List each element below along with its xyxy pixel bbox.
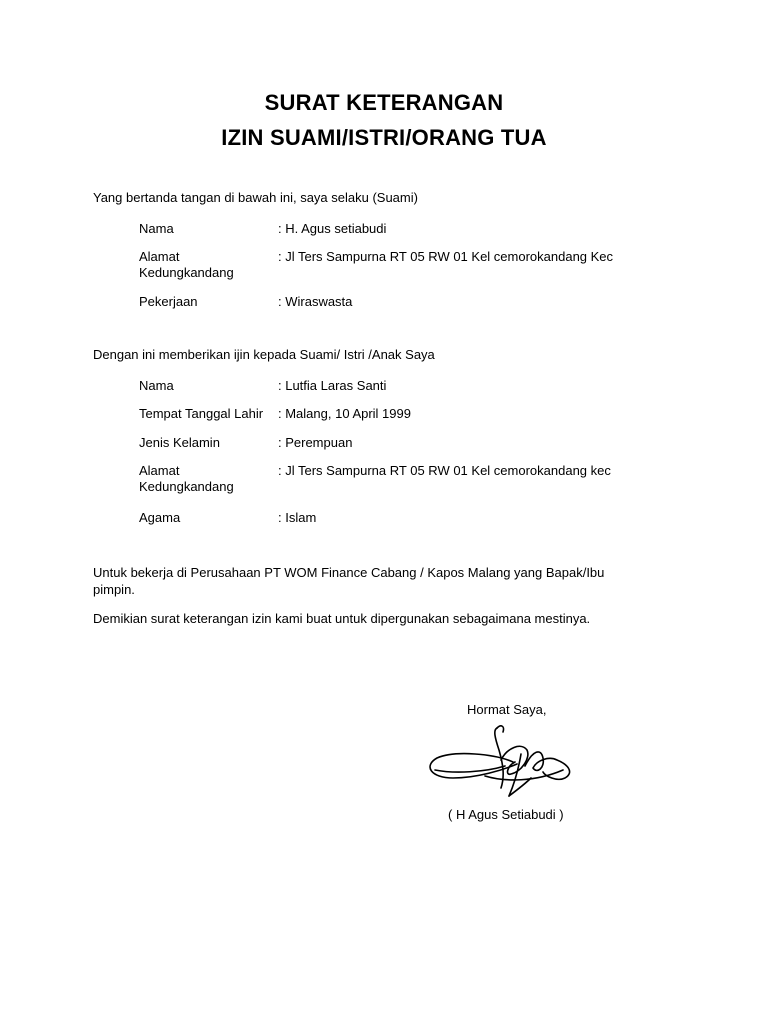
field-value-continuation: Kedungkandang [139, 479, 234, 494]
field-value-continuation: Kedungkandang [139, 265, 234, 280]
field-label: Pekerjaan [139, 294, 198, 309]
field-label: Tempat Tanggal Lahir [139, 406, 264, 421]
purpose-line-1: Untuk bekerja di Perusahaan PT WOM Finance Cabang / Kapos Malang yang Bapak/Ibu [93, 565, 605, 580]
letter-subtitle: IZIN SUAMI/ISTRI/ORANG TUA [221, 125, 547, 150]
field-value: : H. Agus setiabudi [278, 221, 387, 236]
field-value: : Perempuan [278, 435, 353, 450]
field-label: Nama [139, 221, 174, 236]
field-label: Jenis Kelamin [139, 435, 220, 450]
field-label: Alamat [139, 249, 180, 264]
field-value: : Jl Ters Sampurna RT 05 RW 01 Kel cemorokandang Kec [278, 249, 614, 264]
signer-name: ( H Agus Setiabudi ) [448, 807, 564, 822]
field-label: Nama [139, 378, 174, 393]
field-label: Agama [139, 510, 181, 525]
letter-title: SURAT KETERANGAN [264, 90, 504, 115]
intro-text: Yang bertanda tangan di bawah ini, saya selaku (Suami) [93, 190, 418, 205]
purpose-line-2: pimpin. [93, 582, 135, 597]
closing-statement: Demikian surat keterangan izin kami buat untuk dipergunakan sebagaimana mestinya. [93, 611, 591, 626]
field-value: : Lutfia Laras Santi [278, 378, 387, 393]
closing-salutation: Hormat Saya, [467, 702, 547, 717]
permission-text: Dengan ini memberikan ijin kepada Suami/ Istri /Anak Saya [93, 347, 435, 362]
handwritten-signature [425, 720, 585, 808]
field-label: Alamat [139, 463, 180, 478]
field-value: : Jl Ters Sampurna RT 05 RW 01 Kel cemorokandang kec [278, 463, 611, 478]
field-value: : Islam [278, 510, 317, 525]
field-value: : Wiraswasta [278, 294, 353, 309]
field-value: : Malang, 10 April 1999 [278, 406, 411, 421]
